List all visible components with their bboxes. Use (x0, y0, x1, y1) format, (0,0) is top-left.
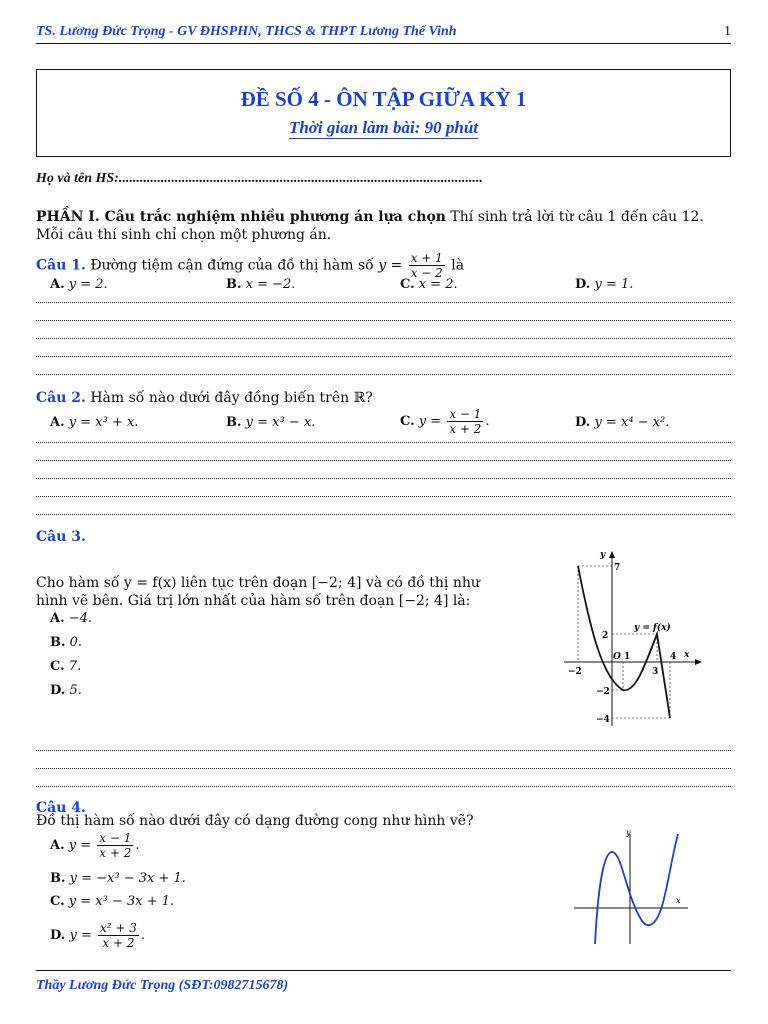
header-author: TS. Lương Đức Trọng - GV ĐHSPHN, THCS & THPT Lương Thế Vinh (36, 24, 457, 39)
page-number: 1 (724, 24, 731, 39)
part1-label: PHẦN I. Câu trắc nghiệm nhiều phương án lựa chọn (36, 209, 446, 225)
exam-title: ĐỀ SỐ 4 - ÔN TẬP GIỮA KỲ 1 (240, 87, 527, 111)
answer-line (36, 495, 731, 497)
answer-line (36, 301, 731, 303)
q4-graph (570, 826, 695, 948)
q1-option-a[interactable]: A. y = 2. (50, 277, 108, 292)
tick-label: 3 (652, 667, 659, 677)
q1-suffix: là (451, 257, 465, 274)
answer-line (36, 749, 731, 751)
q1-fn-prefix: y = (378, 257, 403, 274)
q1-fraction (409, 251, 445, 280)
student-name-field: Họ và tên HS:........................................................................................................ (36, 171, 483, 186)
tick-label: 2 (602, 631, 609, 641)
part1-desc2: Mỗi câu thí sinh chỉ chọn một phương án. (36, 227, 332, 243)
q2-option-b[interactable]: B. y = x³ − x. (226, 415, 316, 430)
answer-line (36, 767, 731, 769)
q3-line2: hình vẽ bên. Giá trị lớn nhất của hàm số trên đoạn [−2; 4] là: (36, 593, 471, 609)
q3-graph (560, 548, 710, 728)
q3-option-d[interactable]: D. 5. (50, 683, 82, 698)
q4-option-a[interactable]: A. y = $\frac{x - 1}{x + 2}$ . (50, 831, 140, 860)
exam-duration (37, 118, 730, 138)
origin-label: O (613, 652, 621, 662)
q3-option-a[interactable]: A. −4. (50, 611, 93, 626)
exam-duration-text: Thời gian làm bài: 90 phút (288, 118, 479, 137)
question-2 (36, 390, 373, 406)
q3-fn-label: y = f(x) (634, 623, 671, 633)
q2-option-d[interactable]: D. y = x⁴ − x². (575, 415, 670, 430)
page-footer (36, 970, 731, 994)
q4-label: Câu 4. (36, 800, 86, 816)
answer-line (36, 319, 731, 321)
title-box (36, 69, 731, 157)
part1-desc: Thí sinh trả lời từ câu 1 đến câu 12. (445, 209, 704, 225)
q3-text (36, 574, 480, 610)
answer-line (36, 441, 731, 443)
answer-line (36, 373, 731, 375)
q2-option-a[interactable]: A. y = x³ + x. (50, 415, 139, 430)
q1-numerator: x + 1 (410, 251, 443, 265)
answer-line (36, 459, 731, 461)
q3-option-b[interactable]: B. 0. (50, 635, 83, 650)
q1-option-c[interactable]: C. x = 2. (400, 277, 458, 292)
question-1 (36, 251, 464, 280)
q3-x-label: x (684, 650, 690, 660)
q4-option-b[interactable]: B. y = −x³ − 3x + 1. (50, 871, 186, 886)
tick-label: −2 (596, 687, 610, 697)
q3-option-c[interactable]: C. 7. (50, 659, 82, 674)
x-axis-arrow-icon (695, 659, 702, 665)
q1-option-b[interactable]: B. x = −2. (226, 277, 296, 292)
q2-label: Câu 2. (36, 390, 86, 406)
q4-text: Đồ thị hàm số nào dưới đây có dạng đường cong như hình vẽ? (36, 813, 474, 829)
q1-label: Câu 1. (36, 257, 86, 274)
q1-denominator: x − 2 (410, 266, 443, 280)
q4-y-label: y (626, 828, 631, 837)
answer-line (36, 337, 731, 339)
q4-option-c[interactable]: C. y = x³ − 3x + 1. (50, 894, 175, 909)
q4-curve (595, 834, 678, 944)
answer-line (36, 785, 731, 787)
q1-text: Đường tiệm cận đứng của đồ thị hàm số (90, 257, 374, 274)
answer-line (36, 477, 731, 479)
tick-label: −4 (596, 715, 610, 725)
q3-line1: Cho hàm số y = f(x) liên tục trên đoạn [−2; 4] và có đồ thị như (36, 575, 480, 591)
y-axis-arrow-icon (609, 551, 615, 558)
answer-line (36, 513, 731, 515)
page-header (36, 22, 731, 44)
q1-option-d[interactable]: D. y = 1. (575, 277, 634, 292)
tick-label: 4 (670, 652, 677, 662)
q4-x-label: x (676, 896, 681, 905)
tick-label: 1 (624, 652, 631, 662)
tick-label: 7 (614, 563, 621, 573)
q4-option-d[interactable]: D. y = $\frac{\text{x² + 3}}{x + 2}$ . (50, 921, 146, 950)
tick-label: −2 (568, 667, 582, 677)
q2-text: Hàm số nào dưới đây đồng biến trên ℝ? (90, 390, 373, 406)
q2-option-c[interactable]: C. y = $\frac{x - 1}{x + 2}$ . (400, 407, 490, 436)
q3-label: Câu 3. (36, 529, 86, 545)
q3-y-label: y (600, 550, 606, 560)
answer-line (36, 355, 731, 357)
q3-curve (578, 566, 670, 718)
part1-instructions (36, 208, 736, 244)
footer-contact: Thầy Lương Đức Trọng (SĐT:0982715678) (36, 978, 289, 993)
